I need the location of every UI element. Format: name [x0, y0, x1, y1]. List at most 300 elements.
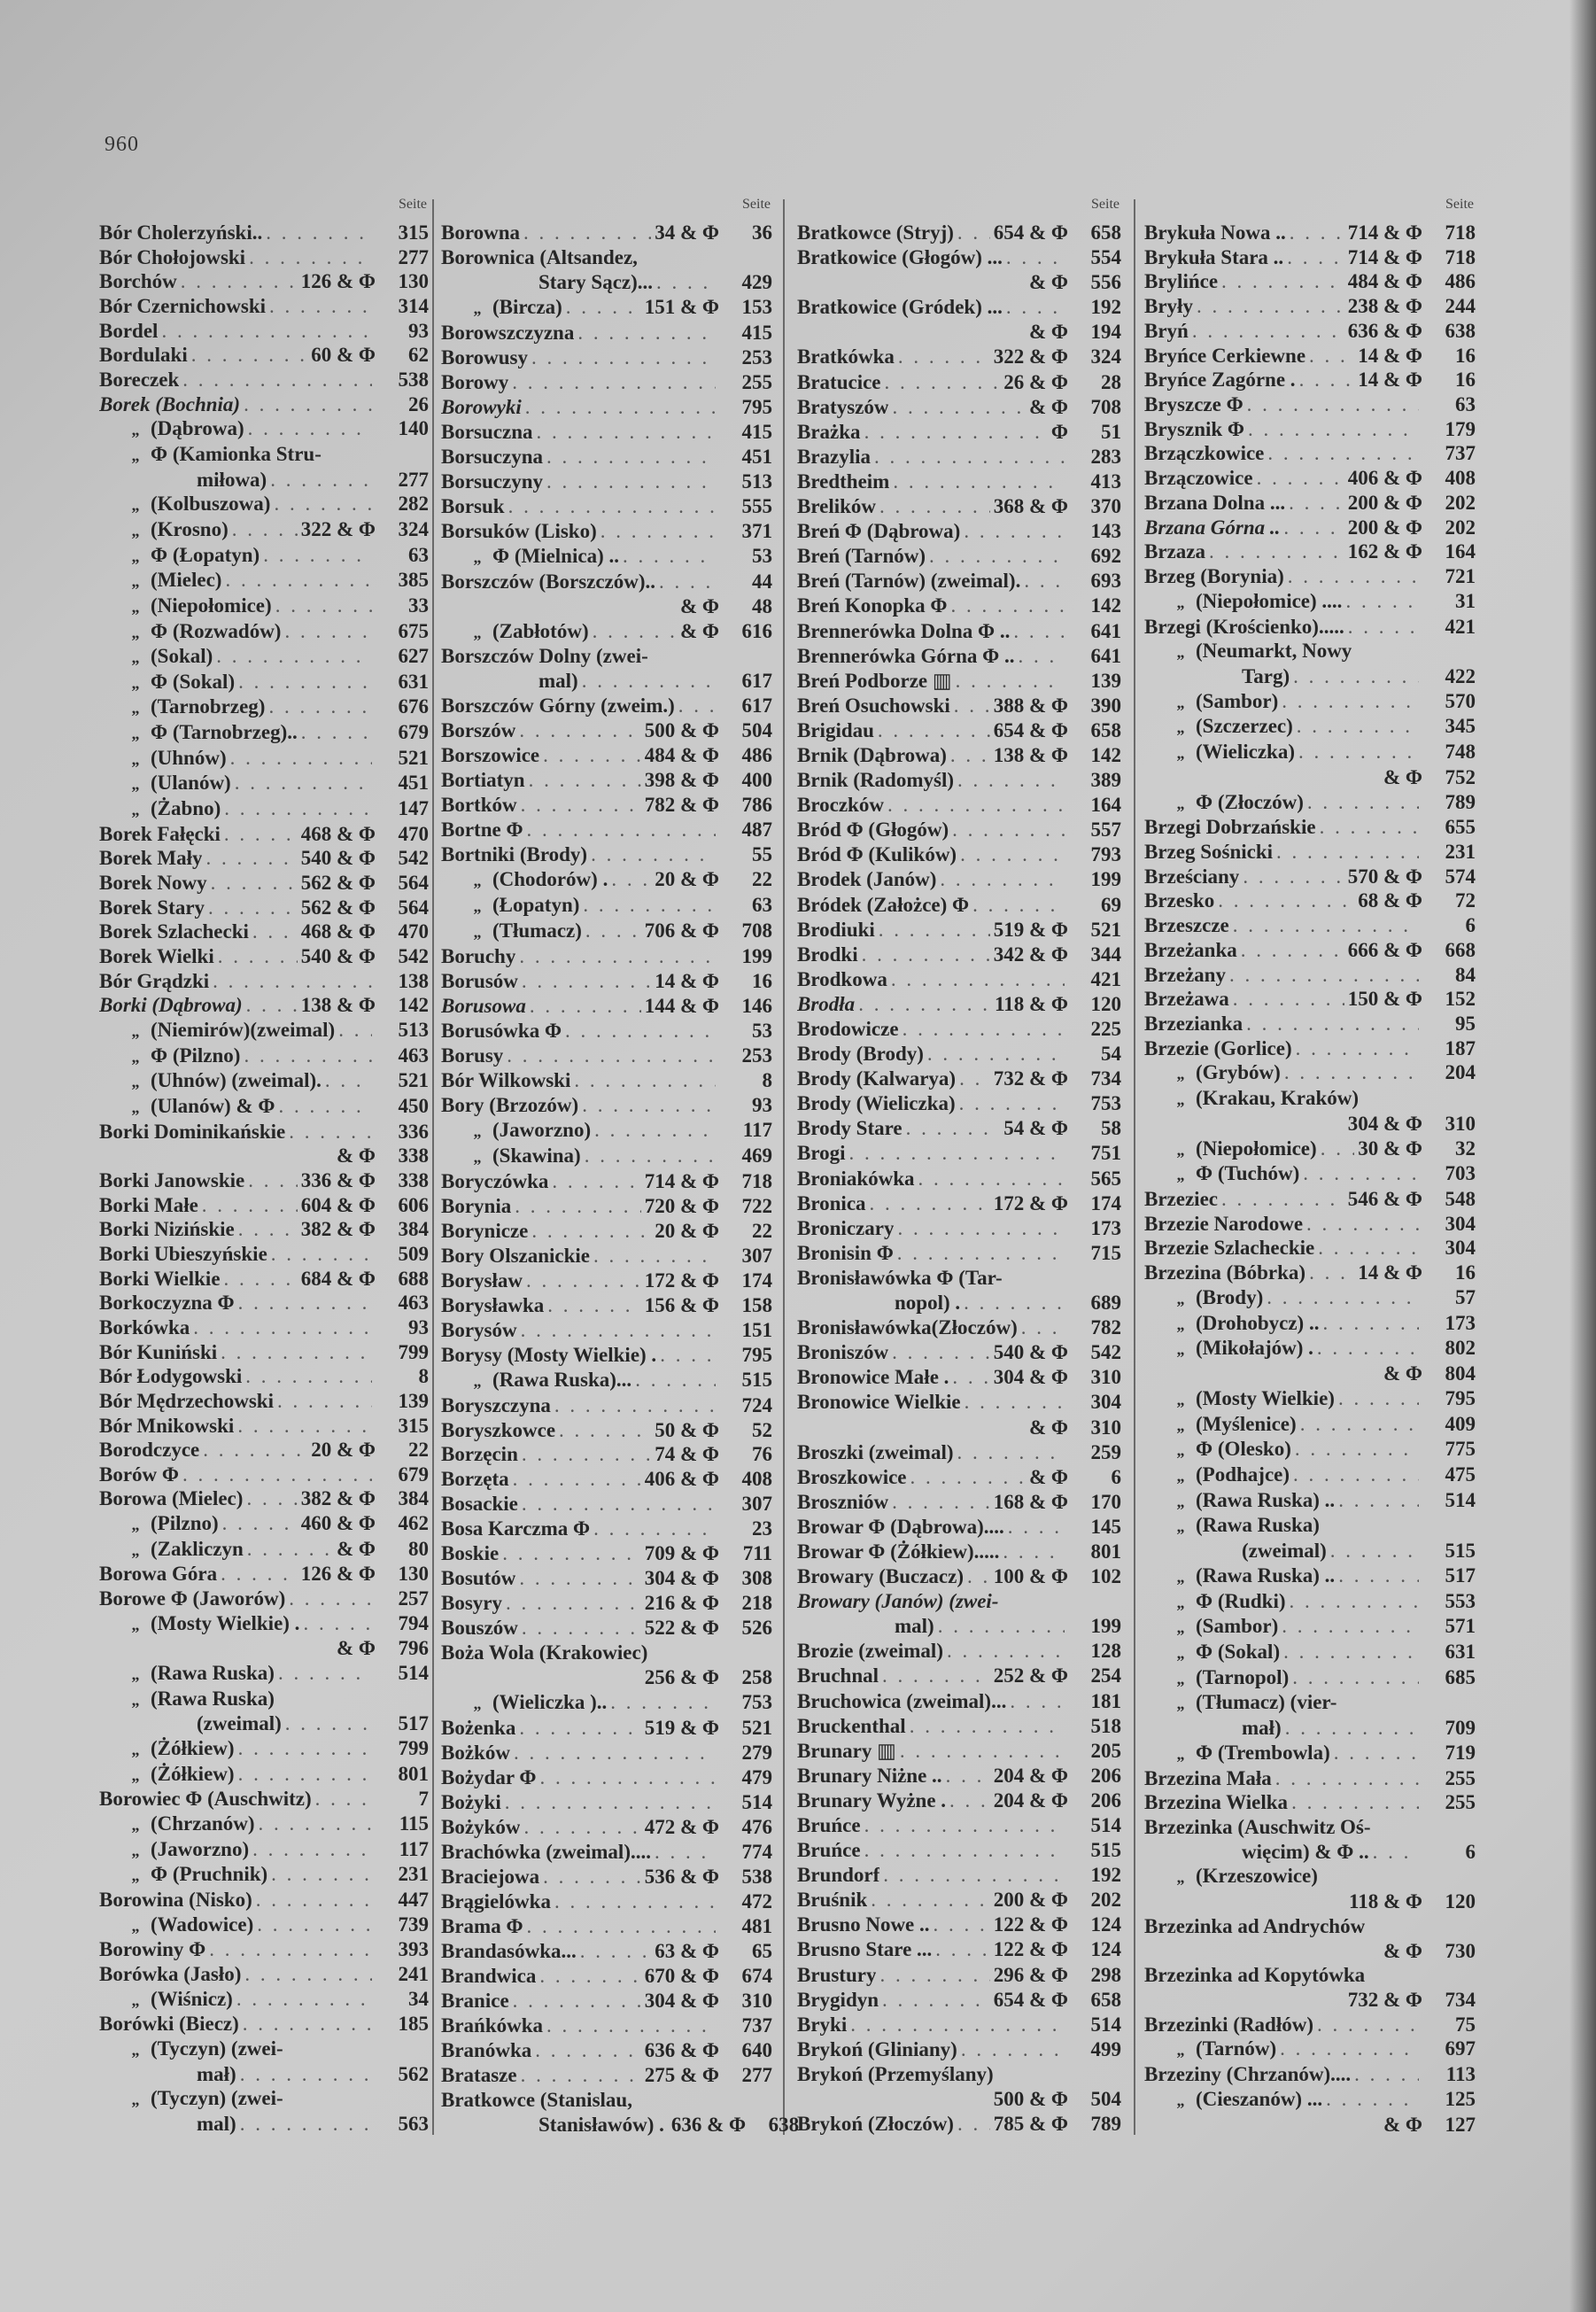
- entry-name: Brnik (Dąbrowa): [797, 743, 947, 766]
- entry-name: Brzeżawa: [1144, 988, 1229, 1011]
- entry-name: Brągielówka: [441, 1889, 551, 1912]
- dot-leader: [577, 322, 716, 345]
- index-entry: [99, 1292, 429, 1315]
- dot-leader: [232, 518, 298, 541]
- index-entry: [797, 1366, 1121, 1389]
- page-ref: 192: [1090, 296, 1121, 319]
- ditto-mark: „: [1176, 1289, 1185, 1307]
- dot-leader: [934, 1913, 990, 1936]
- dot-leader: [238, 671, 372, 694]
- page-ref: 542: [398, 945, 429, 968]
- index-entry: [441, 645, 772, 668]
- dot-leader: [1233, 914, 1419, 937]
- entry-reference: 706 & Φ: [644, 919, 719, 943]
- column-header-seite: Seite: [1091, 197, 1120, 212]
- dot-leader: [512, 371, 716, 394]
- page-ref: 146: [741, 995, 772, 1018]
- index-entry: [1144, 295, 1476, 318]
- page-ref: 6: [1465, 1840, 1476, 1863]
- entry-name: (Bircza): [492, 295, 562, 318]
- dot-leader: [519, 945, 716, 968]
- dot-leader: [1008, 1516, 1065, 1539]
- index-entry: [441, 1294, 772, 1317]
- entry-name: Borsuków (Lisko): [441, 519, 597, 542]
- entry-name: (Tyczyn) (zwei-: [151, 2087, 283, 2110]
- page-ref: 676: [398, 695, 429, 718]
- entry-name: Bosyry: [441, 1592, 502, 1615]
- dot-leader: [547, 1294, 640, 1317]
- ditto-mark: „: [131, 1540, 140, 1559]
- page-ref: 179: [1445, 417, 1476, 440]
- entry-name: Borki Ubieszyńskie: [99, 1242, 267, 1265]
- page-ref: 748: [1445, 741, 1476, 764]
- entry-name: Φ (Pilzno): [151, 1044, 241, 1067]
- ditto-mark: „: [131, 1990, 140, 2009]
- entry-name: Boża Wola (Krakowiec): [441, 1641, 648, 1664]
- index-column-2: [441, 197, 800, 2137]
- entry-name: Brodkowa: [797, 967, 887, 990]
- index-entry: [99, 2087, 429, 2111]
- index-entry: [1144, 1717, 1476, 1740]
- entry-name: (Łopatyn): [492, 894, 580, 917]
- page-ref: 205: [1090, 1739, 1121, 1762]
- dot-leader: [1257, 467, 1344, 490]
- entry-reference: 519 & Φ: [993, 918, 1068, 941]
- index-entry: [797, 271, 1121, 294]
- page-ref: 408: [1445, 467, 1476, 490]
- dot-leader: [946, 1765, 990, 1788]
- index-entry: [441, 670, 772, 693]
- ditto-mark: „: [473, 547, 482, 566]
- dot-leader: [522, 1493, 716, 1516]
- dot-leader: [961, 2038, 1065, 2061]
- index-entry: [797, 1715, 1121, 1738]
- entry-name: mal): [197, 2112, 236, 2135]
- dot-leader: [546, 470, 716, 493]
- column-header-seite: Seite: [742, 197, 771, 212]
- ditto-mark: „: [473, 1695, 482, 1713]
- page-ref: 7: [418, 1788, 429, 1811]
- dot-leader: [862, 943, 990, 966]
- ditto-mark: „: [1176, 1441, 1185, 1460]
- index-entry: [1144, 270, 1476, 293]
- page-ref: 708: [741, 919, 772, 943]
- index-entry: [1144, 1463, 1476, 1487]
- dot-leader: [885, 371, 1001, 394]
- page-ref: 801: [398, 1762, 429, 1785]
- page-ref: 194: [1090, 321, 1121, 344]
- entry-name: Borek Nowy: [99, 872, 207, 895]
- index-entry: [441, 1119, 772, 1143]
- entry-name: Brzana Dolna ...: [1144, 491, 1286, 514]
- page-ref: 206: [1090, 1788, 1121, 1812]
- page-ref: 722: [741, 1194, 772, 1217]
- entry-reference: 256 & Φ: [644, 1666, 719, 1689]
- entry-reference: 636 & Φ: [1347, 319, 1422, 342]
- ditto-mark: „: [1176, 744, 1185, 763]
- page-ref: 298: [1090, 1963, 1121, 1986]
- index-entry: [99, 2037, 429, 2061]
- page-ref: 22: [408, 1439, 429, 1462]
- entry-reference: 144 & Φ: [644, 995, 719, 1018]
- dot-leader: [849, 1142, 1065, 1165]
- entry-reference: 540 & Φ: [300, 847, 376, 870]
- dot-leader: [325, 1069, 372, 1092]
- page-ref: 16: [752, 970, 772, 993]
- dot-leader: [543, 1866, 641, 1889]
- dot-leader: [1013, 620, 1065, 643]
- entry-name: Borowe Φ (Jaworów): [99, 1587, 286, 1610]
- index-entry: [441, 1020, 772, 1043]
- index-entry: [441, 221, 772, 244]
- page-ref: 80: [408, 1537, 429, 1560]
- dot-leader: [531, 1220, 651, 1243]
- index-entry: [99, 1439, 429, 1462]
- dot-leader: [1354, 2063, 1419, 2086]
- index-entry: [441, 894, 772, 918]
- entry-name: Borownica (Altsandez,: [441, 245, 638, 268]
- dot-leader: [526, 1269, 641, 1292]
- index-entry: [1144, 816, 1476, 839]
- dot-leader: [284, 620, 372, 643]
- entry-name: Φ (Rudki): [1196, 1589, 1286, 1612]
- dot-leader: [952, 1366, 989, 1389]
- dot-leader: [593, 1245, 716, 1268]
- page-ref: 307: [741, 1493, 772, 1516]
- index-entry: [441, 1742, 772, 1765]
- entry-name: Broniszów: [797, 1341, 889, 1364]
- entry-name: (Niepołomice): [151, 594, 272, 617]
- index-entry: [1144, 1489, 1476, 1513]
- dot-leader: [1006, 246, 1065, 269]
- entry-reference: & Φ: [1029, 1416, 1068, 1439]
- index-entry: [441, 694, 772, 718]
- entry-name: (Ulanów): [151, 772, 231, 795]
- page-ref: 413: [1090, 469, 1121, 493]
- entry-name: (Niemirów)(zweimal): [151, 1019, 336, 1041]
- page-ref: 737: [1445, 442, 1476, 465]
- index-entry: [797, 1889, 1121, 1912]
- index-entry: [441, 1641, 772, 1664]
- index-entry: [797, 1391, 1121, 1414]
- page-ref: 206: [1090, 1764, 1121, 1787]
- entry-name: (zweimal): [197, 1712, 282, 1735]
- index-entry: [1144, 2114, 1476, 2137]
- page-ref: 517: [398, 1712, 429, 1735]
- dot-leader: [521, 1319, 716, 1342]
- page-ref: 282: [398, 493, 429, 516]
- entry-name: Bratkowce (Stryj): [797, 221, 954, 244]
- dot-leader: [1297, 715, 1419, 738]
- entry-list: [1144, 221, 1476, 2137]
- index-entry: [99, 469, 429, 492]
- page-ref: 307: [741, 1244, 772, 1267]
- dot-leader: [660, 1344, 716, 1367]
- page-ref: 571: [1445, 1615, 1476, 1638]
- index-entry: [797, 1416, 1121, 1439]
- entry-reference: 500 & Φ: [993, 2088, 1068, 2111]
- dot-leader: [552, 1170, 640, 1193]
- entry-name: Brzezina Wielka: [1144, 1791, 1289, 1814]
- dot-leader: [1326, 2088, 1419, 2111]
- page-ref: 526: [741, 1617, 772, 1640]
- dot-leader: [182, 369, 372, 392]
- index-entry: [1144, 540, 1476, 563]
- entry-name: Φ (Tarnobrzeg)..: [151, 721, 298, 744]
- page-ref: 514: [1445, 1488, 1476, 1511]
- entry-name: Brygidyn: [797, 1988, 879, 2011]
- dot-leader: [864, 1814, 1065, 1837]
- dot-leader: [1197, 295, 1344, 318]
- page-ref: 719: [1445, 1741, 1476, 1764]
- page-ref: 631: [1445, 1640, 1476, 1663]
- entry-reference: 472 & Φ: [644, 1816, 719, 1838]
- entry-name: Brunary Niżne ..: [797, 1764, 942, 1787]
- page-ref: 53: [752, 1020, 772, 1042]
- entry-reference: 122 & Φ: [993, 1913, 1068, 1936]
- entry-name: (Chodorów) .: [492, 868, 608, 891]
- index-entry: [99, 797, 429, 821]
- page-ref: 409: [1445, 1412, 1476, 1435]
- page-ref: 617: [741, 670, 772, 693]
- page-ref: 504: [741, 719, 772, 742]
- page-ref: 151: [741, 1318, 772, 1341]
- entry-reference: 74 & Φ: [655, 1443, 719, 1466]
- dot-leader: [543, 744, 641, 767]
- index-entry: [797, 868, 1121, 891]
- page-ref: 173: [1445, 1311, 1476, 1334]
- page-ref: 415: [741, 420, 772, 443]
- entry-name: (Krakau, Kraków): [1196, 1087, 1359, 1110]
- entry-name: (Zakliczyn: [151, 1537, 244, 1560]
- entry-name: Bór Kuniński: [99, 1340, 218, 1363]
- dot-leader: [537, 421, 717, 444]
- entry-name: (Kolbuszowa): [151, 493, 271, 516]
- index-entry: [441, 1717, 772, 1740]
- entry-name: (Pilzno): [151, 1512, 219, 1535]
- entry-reference: 304 & Φ: [644, 1567, 719, 1590]
- entry-name: Borkoczyzna Φ: [99, 1292, 235, 1315]
- dot-leader: [513, 1990, 641, 2013]
- entry-name: Breń Konopka Φ: [797, 594, 948, 617]
- entry-name: Borów Φ: [99, 1462, 179, 1486]
- index-entry: [1144, 1767, 1476, 1790]
- index-entry: [99, 1512, 429, 1536]
- entry-name: (Wieliczka): [1196, 741, 1295, 764]
- index-entry: [1144, 1841, 1476, 1864]
- index-entry: [99, 1889, 429, 1912]
- index-entry: [1144, 1162, 1476, 1186]
- page-ref: 279: [741, 1742, 772, 1765]
- ditto-mark: „: [131, 521, 140, 539]
- entry-name: Broszki (zweimal): [797, 1440, 954, 1463]
- entry-reference: & Φ: [1383, 1939, 1422, 1962]
- index-entry: [1144, 1413, 1476, 1437]
- dot-leader: [256, 1889, 372, 1912]
- dot-leader: [1275, 1767, 1419, 1790]
- page-ref: 84: [1455, 963, 1476, 986]
- dot-leader: [957, 1441, 1065, 1464]
- page-ref: 315: [398, 221, 429, 244]
- entry-name: Borysław: [441, 1268, 523, 1292]
- dot-leader: [1276, 841, 1419, 864]
- page-ref: 538: [398, 368, 429, 391]
- page-ref: 517: [1445, 1563, 1476, 1587]
- entry-name: Brzezinka ad Kopytówka: [1144, 1964, 1366, 1987]
- page-ref: 408: [741, 1468, 772, 1491]
- page-ref: 127: [1445, 2113, 1476, 2136]
- entry-name: Broczków: [797, 794, 884, 817]
- entry-name: Brunary Wyżne .: [797, 1788, 947, 1812]
- index-entry: [441, 570, 772, 594]
- entry-name: Brzeżany: [1144, 963, 1226, 986]
- dot-leader: [218, 945, 298, 968]
- dot-leader: [213, 970, 372, 993]
- entry-reference: 654 & Φ: [993, 718, 1068, 741]
- index-entry: [797, 1341, 1121, 1364]
- dot-leader: [1283, 1641, 1419, 1664]
- index-entry: [441, 1592, 772, 1615]
- entry-reference: 604 & Φ: [300, 1193, 376, 1216]
- entry-name: (Mosty Wielkie) .: [151, 1611, 300, 1634]
- dot-leader: [289, 1587, 372, 1610]
- entry-name: (Rawa Ruska): [151, 1662, 275, 1685]
- page-ref: 63: [1455, 393, 1476, 416]
- dot-leader: [897, 1217, 1065, 1240]
- entry-name: Bożenka: [441, 1717, 516, 1740]
- index-entry: [797, 794, 1121, 817]
- entry-reference: 138 & Φ: [993, 743, 1068, 766]
- entry-name: Borki Małe: [99, 1193, 198, 1216]
- entry-reference: 540 & Φ: [993, 1341, 1068, 1364]
- index-entry: [797, 919, 1121, 942]
- page-ref: 796: [398, 1637, 429, 1660]
- entry-reference: 714 & Φ: [1347, 245, 1422, 268]
- dot-leader: [1243, 865, 1344, 888]
- ditto-mark: „: [1176, 693, 1185, 711]
- ditto-mark: „: [1176, 1340, 1185, 1359]
- dot-leader: [1283, 516, 1344, 539]
- index-entry: [1144, 865, 1476, 888]
- page-ref: 31: [1455, 589, 1476, 612]
- page-ref: 277: [741, 2063, 772, 2086]
- index-entry: [99, 1863, 429, 1887]
- index-entry: [797, 968, 1121, 991]
- index-entry: [1144, 1964, 1476, 1987]
- entry-name: Borysy (Mosty Wielkie) .: [441, 1343, 657, 1366]
- index-entry: [797, 296, 1121, 319]
- entry-name: (Wiśnicz): [151, 1987, 233, 2010]
- page-ref: 231: [1445, 840, 1476, 863]
- entry-name: (Sambor): [1196, 1615, 1279, 1638]
- dot-leader: [585, 919, 641, 943]
- entry-name: Boruchy: [441, 945, 516, 968]
- entry-reference: 654 & Φ: [993, 1988, 1068, 2011]
- page-ref: 715: [1090, 1241, 1121, 1264]
- entry-reference: 304 & Φ: [993, 1366, 1068, 1389]
- page-ref: 721: [1445, 565, 1476, 588]
- ditto-mark: „: [1176, 2091, 1185, 2109]
- page-ref: 475: [1445, 1462, 1476, 1486]
- index-entry: [797, 1864, 1121, 1887]
- dot-leader: [1317, 2013, 1419, 2037]
- entry-reference: 60 & Φ: [311, 344, 376, 367]
- entry-name: Bór Grądzki: [99, 969, 210, 992]
- index-entry: [99, 1121, 429, 1144]
- index-entry: [797, 670, 1121, 693]
- page-ref: 187: [1445, 1036, 1476, 1059]
- entry-name: (Myślenice): [1196, 1412, 1297, 1435]
- ditto-mark: „: [1176, 1090, 1185, 1109]
- index-entry: [797, 1690, 1121, 1713]
- index-entry: [441, 719, 772, 742]
- page-ref: 344: [1090, 943, 1121, 966]
- entry-name: Borowa (Mielec): [99, 1487, 244, 1510]
- entry-name: Bordulaki: [99, 344, 188, 367]
- entry-name: Brzeżanka: [1144, 938, 1237, 961]
- entry-name: Targ): [1242, 664, 1290, 687]
- index-entry: [441, 2064, 772, 2087]
- index-entry: [441, 843, 772, 866]
- dot-leader: [918, 1168, 1065, 1191]
- entry-name: Bruchnal: [797, 1664, 879, 1687]
- page-ref: 28: [1101, 370, 1121, 393]
- index-entry: [797, 1664, 1121, 1687]
- ditto-mark: „: [131, 1690, 140, 1709]
- entry-name: (Cieszanów) ...: [1196, 2087, 1323, 2110]
- index-entry: [1144, 1286, 1476, 1310]
- page-ref: 304: [1090, 1391, 1121, 1414]
- index-entry: [441, 1269, 772, 1292]
- dot-leader: [1282, 690, 1419, 713]
- dot-leader: [893, 470, 1065, 493]
- entry-reference: Φ: [1050, 420, 1068, 443]
- index-entry: [441, 1791, 772, 1814]
- index-entry: [441, 1691, 772, 1715]
- index-entry: [99, 1194, 429, 1217]
- dot-leader: [209, 1938, 372, 1961]
- entry-name: Bruckenthal: [797, 1714, 906, 1737]
- entry-name: Borowna: [441, 221, 521, 244]
- entry-name: Bronisin Φ: [797, 1241, 894, 1264]
- index-entry: [797, 570, 1121, 593]
- entry-name: (Drohobycz) ..: [1196, 1311, 1320, 1334]
- entry-reference: 14 & Φ: [1358, 344, 1422, 367]
- ditto-mark: „: [131, 725, 140, 743]
- index-entry: [1144, 1012, 1476, 1036]
- dot-leader: [502, 1542, 641, 1565]
- entry-name: Brykoń (Gliniany): [797, 2037, 957, 2060]
- page-ref: 515: [1090, 1839, 1121, 1862]
- entry-name: Borsuczyny: [441, 469, 543, 493]
- entry-name: Bór Łodygowski: [99, 1365, 243, 1388]
- index-entry: [1144, 590, 1476, 614]
- page-ref: 277: [398, 468, 429, 491]
- index-entry: [99, 221, 429, 244]
- page-ref: 283: [1090, 445, 1121, 468]
- index-entry: [1144, 1037, 1476, 1060]
- page-ref: 451: [398, 772, 429, 795]
- dot-leader: [1221, 270, 1344, 293]
- index-entry: [1144, 393, 1476, 416]
- dot-leader: [882, 1989, 990, 2012]
- entry-reference: 500 & Φ: [644, 719, 719, 742]
- index-entry: [99, 270, 429, 293]
- entry-name: Borki (Dąbrowa): [99, 994, 243, 1017]
- entry-reference: 536 & Φ: [644, 1865, 719, 1888]
- dot-leader: [1003, 1540, 1065, 1563]
- page-ref: 799: [398, 1340, 429, 1363]
